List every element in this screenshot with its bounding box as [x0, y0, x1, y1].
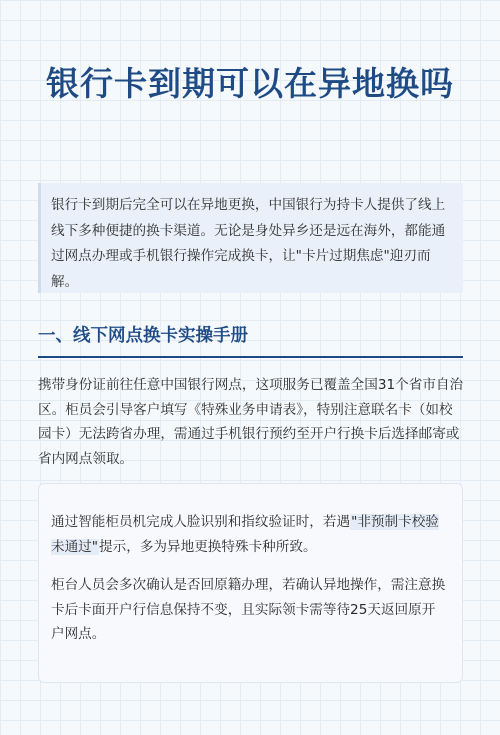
note-text-after: 提示，多为异地更换特殊卡种所致。 [99, 538, 317, 555]
intro-box: 银行卡到期后完全可以在异地更换，中国银行为持卡人提供了线上线下多种便捷的换卡渠道。无论是身处异乡还是远在海外，都能通过网点办理或手机银行操作完成换卡，让"卡片过期焦虑"迎刃而解。 [38, 183, 463, 293]
note-text-before: 通过智能柜员机完成人脸识别和指纹验证时，若遇 [51, 514, 351, 530]
section-heading: 一、线下网点换卡实操手册 [38, 322, 463, 358]
highlighted-phrase: "非预制卡校验未通过" [51, 514, 439, 555]
note-paragraph-2: 柜台人员会多次确认是否回原籍办理，若确认异地操作，需注意换卡后卡面开户行信息保持不变，且实际领卡需等待25天返回原开户网点。 [51, 577, 446, 642]
note-paragraph-1 [51, 510, 448, 559]
page-title: 银行卡到期可以在异地换吗 [46, 64, 454, 103]
section-paragraph: 携带身份证前往任意中国银行网点，这项服务已覆盖全国31个省市自治区。柜员会引导客户填写《特殊业务申请表》，特别注意联名卡（如校园卡）无法跨省办理，需通过手机银行预约至开户行换卡后选择邮寄或省内网点领取。 [38, 377, 464, 467]
note-card [38, 483, 463, 683]
